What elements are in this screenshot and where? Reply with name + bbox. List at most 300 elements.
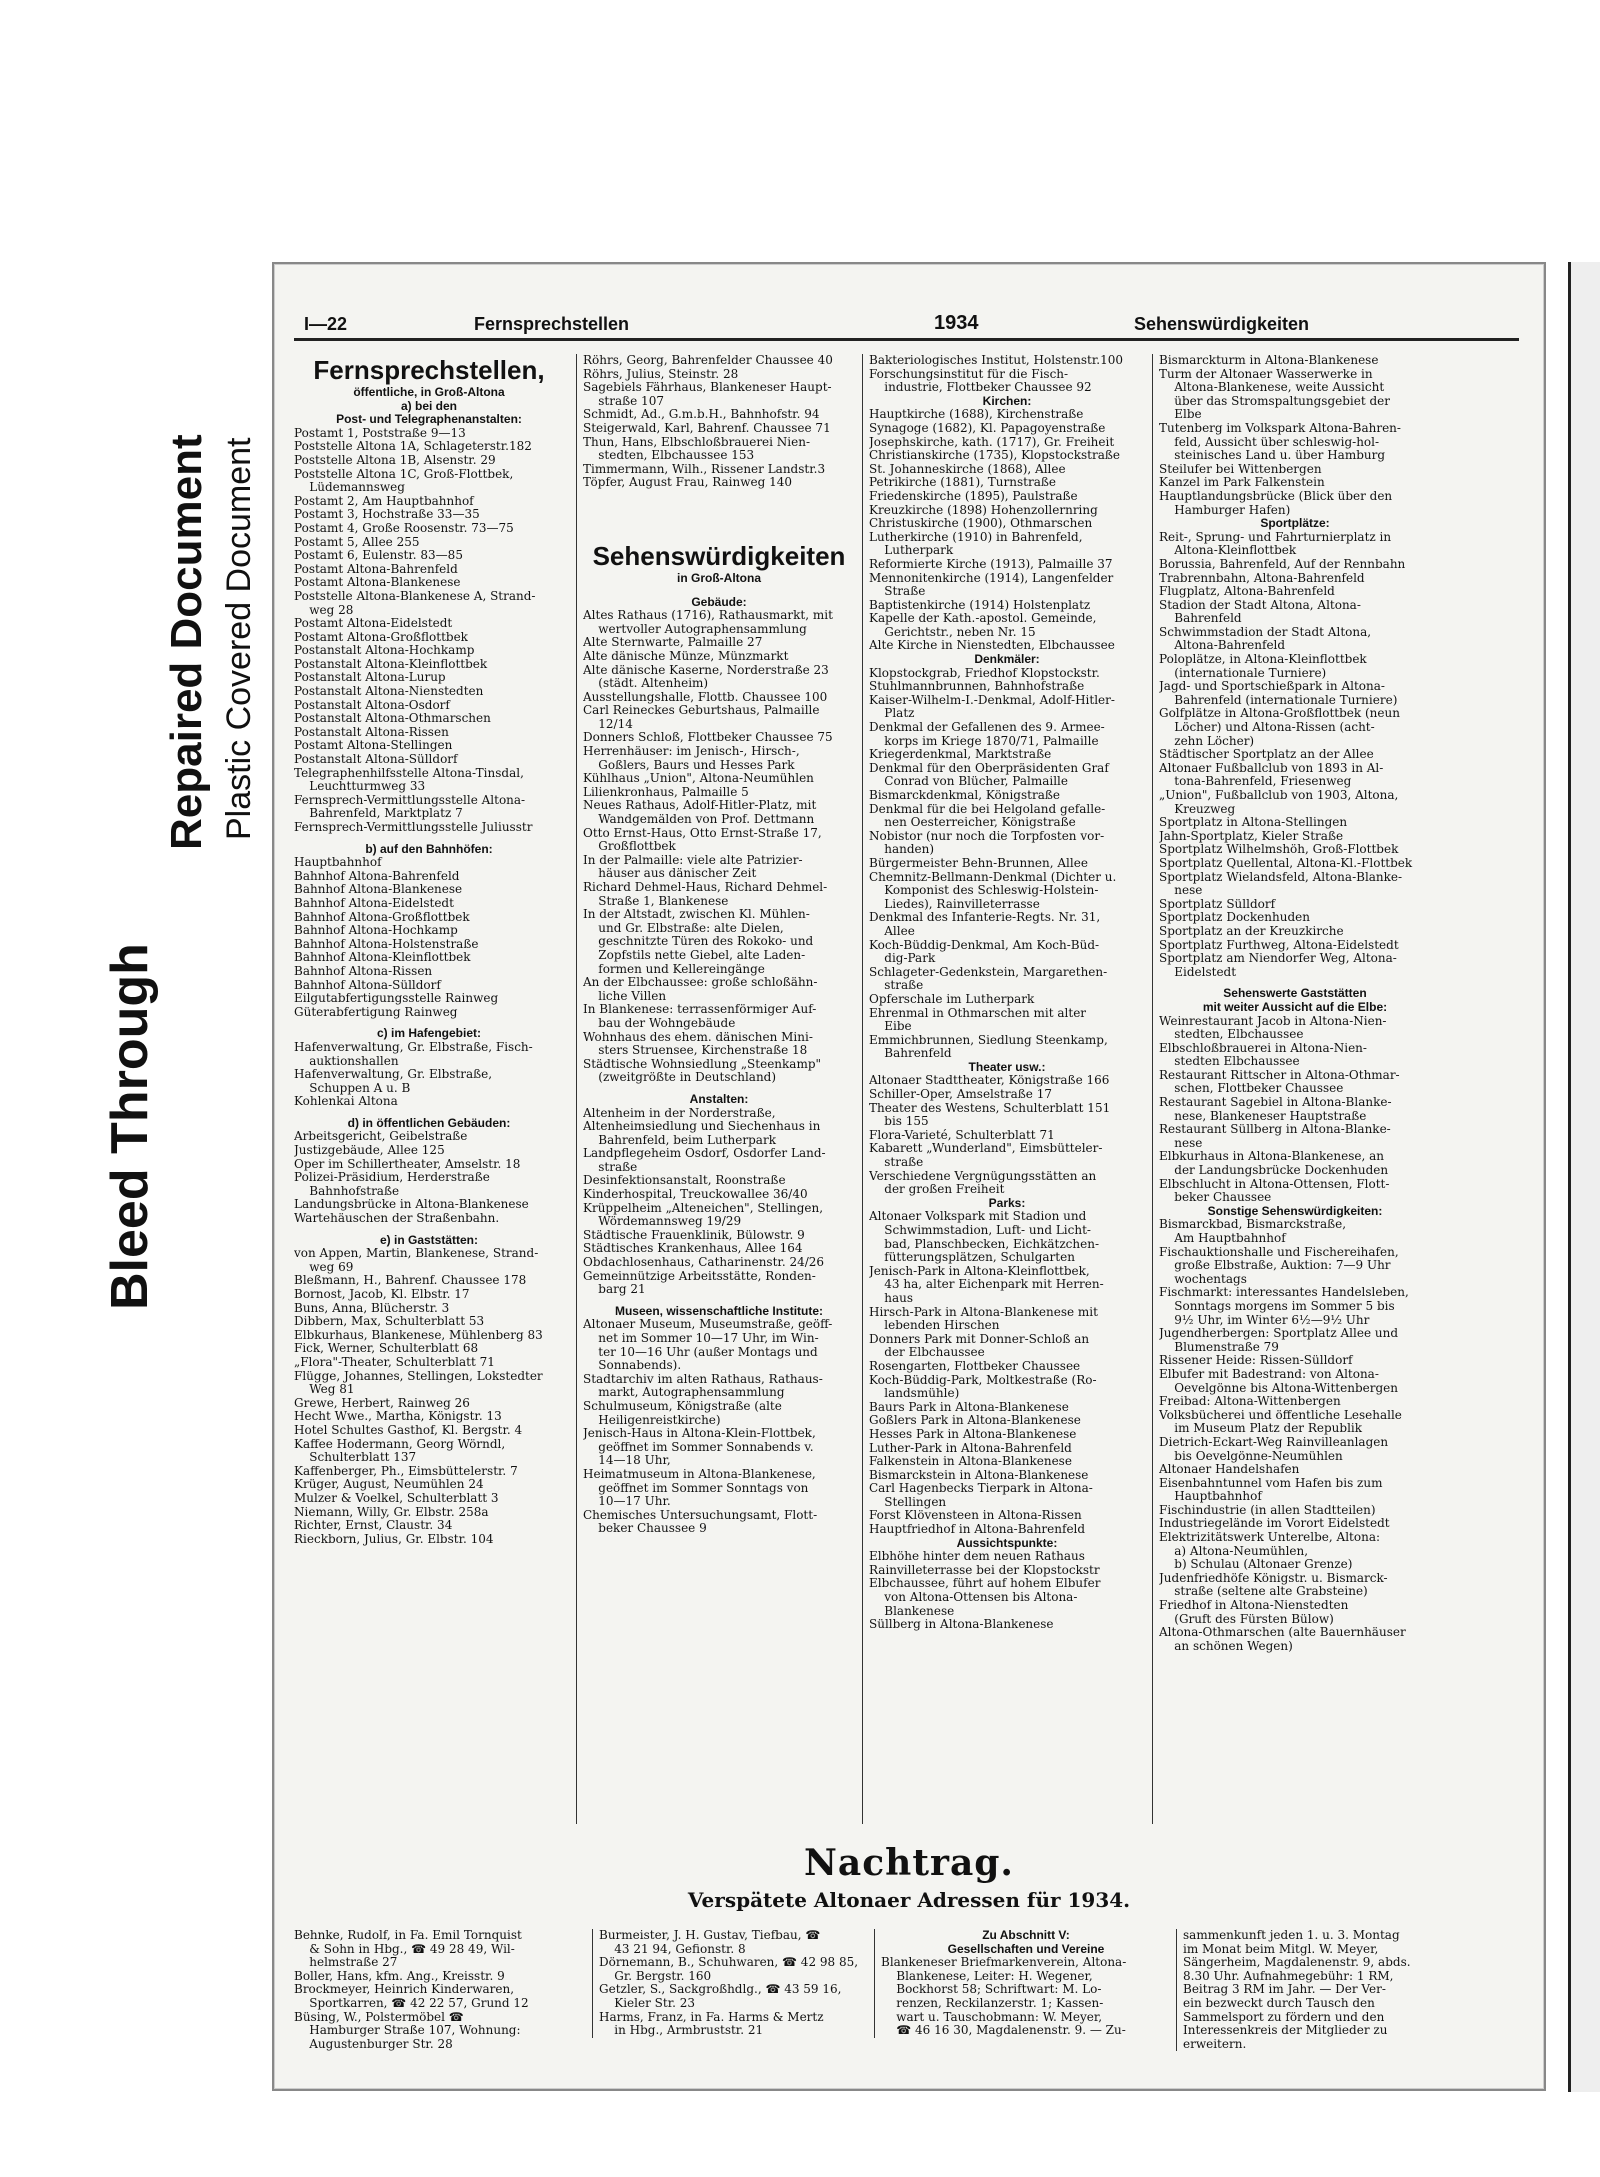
text-line: Sportplatz an der Kreuzkirche [1159, 924, 1344, 938]
text-line: sammenkunft jeden 1. u. 3. Montag [1183, 1929, 1400, 1942]
text-line: Kriegerdenkmal, Marktstraße [869, 748, 1052, 762]
text-line: Hauptbahnhof [294, 856, 382, 870]
text-line: Denkmal für den Oberpräsidenten Graf [869, 761, 1109, 775]
text-line: Blankenese, Leiter: H. Wegener, [881, 1969, 1093, 1983]
text-line: Herrenhäuser: im Jenisch-, Hirsch-, [583, 745, 800, 759]
text-line: an schönen Wegen) [1159, 1639, 1293, 1653]
text-line: Elbkurhaus in Altona-Blankenese, an [1159, 1150, 1384, 1164]
text-line: Bahnhof Altona-Holstenstraße [294, 937, 479, 951]
text-line: Harms, Franz, in Fa. Harms & Mertz [599, 2010, 824, 2024]
text-line: Altonaer Stadttheater, Königstraße 166 [869, 1074, 1110, 1088]
text-line: Bahnhof Altona-Bahrenfeld [294, 869, 460, 883]
text-line: Kaffee Hodermann, Georg Wörndl, [294, 1437, 506, 1451]
text-line: Hauptfriedhof in Altona-Bahrenfeld [869, 1523, 1086, 1537]
text-line: Alte dänische Münze, Münzmarkt [583, 649, 789, 663]
text-line: nen Oesterreicher, Königstraße [869, 816, 1076, 830]
col2-top-lines [583, 354, 855, 490]
text-line: Röhrs, Georg, Bahrenfelder Chaussee 40 [583, 354, 833, 367]
text-line: Kirchen: [982, 394, 1032, 408]
text-line: Kinderhospital, Treuckowallee 36/40 [583, 1188, 808, 1202]
text-line: Schulmuseum, Königstraße (alte [583, 1399, 782, 1413]
text-line: Bürgermeister Behn-Brunnen, Allee [869, 856, 1088, 870]
text-line: Kieler Str. 23 [599, 1996, 696, 2010]
text-line: 9½ Uhr, im Winter 6½—9½ Uhr [1159, 1313, 1370, 1327]
column-3 [862, 354, 1145, 1824]
text-line: Elbschlucht in Altona-Ottensen, Flott- [1159, 1177, 1390, 1191]
text-line: Büsing, W., Polstermöbel ☎ [294, 2010, 464, 2024]
text-line: Töpfer, August Frau, Rainweg 140 [583, 476, 793, 490]
nachtrag-column-1 [294, 1929, 584, 2051]
text-line: net im Sommer 10—17 Uhr, im Win- [583, 1332, 819, 1345]
text-line: Kabarett „Wunderland", Eimsbütteler- [869, 1142, 1103, 1156]
text-line: Alte Sternwarte, Palmaille 27 [583, 636, 763, 650]
document-page [272, 262, 1546, 2091]
text-line: Sportplatz Dockenhuden [1159, 911, 1310, 925]
text-line: Kaiser-Wilhelm-I.-Denkmal, Adolf-Hitler- [869, 693, 1115, 707]
text-line [294, 1226, 564, 1234]
text-line: Verschiedene Vergnügungsstätten an [869, 1169, 1097, 1183]
text-line: wart u. Tauschobmann: W. Meyer, [881, 2010, 1103, 2024]
text-line: Zopfstils nette Giebel, alte Laden- [583, 948, 806, 962]
text-line: Altona-Othmarschen (alte Bauernhäuser [1159, 1626, 1406, 1640]
text-line: korps im Kriege 1870/71, Palmaille [869, 734, 1099, 748]
text-line: Aussichtspunkte: [956, 1536, 1058, 1550]
text-line: Desinfektionsanstalt, Roonstraße [583, 1174, 786, 1188]
text-line: Wartehäuschen der Straßenbahn. [294, 1212, 500, 1226]
text-line: Postanstalt Altona-Rissen [294, 725, 449, 739]
column-2 [576, 354, 855, 1824]
nachtrag-section [274, 1842, 1544, 1912]
text-line: Baptistenkirche (1914) Holstenplatz [869, 598, 1091, 612]
text-line: St. Johanneskirche (1868), Allee [869, 462, 1066, 476]
text-line: (internationale Turniere) [1159, 666, 1327, 680]
text-line: Bornost, Jacob, Kl. Elbstr. 17 [294, 1288, 470, 1301]
text-line: Justizgebäude, Allee 125 [294, 1144, 445, 1158]
bleed-through-label: Bleed Through [101, 943, 159, 1310]
text-line: Röhrs, Julius, Steinstr. 28 [583, 367, 739, 381]
text-line: Fischindustrie (in allen Stadtteilen) [1159, 1503, 1376, 1517]
text-line: Reit-, Sprung- und Fahrturnierplatz in [1159, 530, 1392, 544]
text-line: Postamt 6, Eulenstr. 83—85 [294, 549, 463, 563]
text-line: Eibe [869, 1020, 912, 1034]
text-line: im Museum Platz der Republik [1159, 1422, 1363, 1436]
text-line: Sportplatz Quellental, Altona-Kl.-Flottbek [1159, 856, 1413, 870]
text-line: Poloplätze, in Altona-Kleinflottbek [1159, 653, 1367, 667]
text-line: Sportplatz Wielandsfeld, Altona-Blanke- [1159, 870, 1403, 884]
text-line: in Hbg., Armbruststr. 21 [599, 2024, 764, 2038]
text-line: Elbe [1159, 408, 1202, 422]
text-line: straße (seltene alte Grabsteine) [1159, 1585, 1368, 1599]
text-line: Christuskirche (1900), Othmarschen [869, 517, 1093, 531]
text-line: Boller, Hans, kfm. Ang., Kreisstr. 9 [294, 1969, 505, 1983]
text-line: Altonaer Museum, Museumstraße, geöff- [583, 1318, 833, 1332]
text-line: Lilienkronhaus, Palmaille 5 [583, 785, 749, 799]
text-line: Borussia, Bahrenfeld, Auf der Rennbahn [1159, 557, 1406, 571]
text-line: Timmermann, Wilh., Rissener Landstr.3 [583, 462, 826, 476]
text-line: Tutenberg im Volkspark Altona-Bahren- [1159, 421, 1401, 435]
text-line: Hecht Wwe., Martha, Königstr. 13 [294, 1410, 502, 1424]
text-line: Parks: [988, 1196, 1026, 1210]
text-line: Bockhorst 58; Schriftwart: M. Lo- [881, 1983, 1102, 1997]
text-line: Städtische Wohnsiedlung „Steenkamp" [583, 1057, 822, 1071]
column-4 [1152, 354, 1431, 1824]
text-line: geöffnet im Sommer Sonntags von [583, 1481, 809, 1495]
text-line: Hafenverwaltung, Gr. Elbstraße, Fisch- [294, 1040, 533, 1054]
text-line: große Elbstraße, Auktion: 7—9 Uhr [1159, 1259, 1391, 1273]
text-line: Hafenverwaltung, Gr. Elbstraße, [294, 1068, 493, 1082]
text-line: Turm der Altonaer Wasserwerke in [1159, 367, 1373, 381]
text-line: Sagebiels Fährhaus, Blankeneser Haupt- [583, 381, 832, 395]
text-line: Mennonitenkirche (1914), Langenfelder [869, 571, 1114, 585]
text-line: Poststelle Altona-Blankenese A, Strand- [294, 589, 536, 603]
text-line: Postamt 1, Poststraße 9—13 [294, 426, 466, 440]
text-line: bau der Wohngebäude [583, 1016, 736, 1030]
text-line: ter 10—16 Uhr (außer Montags und [583, 1345, 818, 1359]
text-line: Elbschloßbrauerei in Altona-Nien- [1159, 1041, 1367, 1055]
text-line: handen) [869, 843, 935, 857]
text-line: Hirsch-Park in Altona-Blankenese mit [869, 1305, 1098, 1319]
text-line [294, 1019, 564, 1027]
text-line: Hauptkirche (1688), Kirchenstraße [869, 408, 1084, 422]
text-line: Fischauktionshalle und Fischereihafen, [1159, 1245, 1399, 1259]
text-line: (städt. Altenheim) [583, 677, 709, 691]
text-line: Forschungsinstitut für die Fisch- [869, 367, 1069, 381]
text-line: Flora-Varieté, Schulterblatt 71 [869, 1128, 1055, 1142]
text-line: Altonaer Fußballclub von 1893 in Al- [1159, 761, 1384, 775]
text-line: Nobistor (nur noch die Torpfosten vor- [869, 829, 1105, 843]
text-line: Grewe, Herbert, Rainweg 26 [294, 1396, 470, 1410]
text-line: Bahrenfeld (internationale Turniere) [1159, 693, 1398, 707]
text-line: Post- und Telegraphenanstalten: [336, 413, 522, 427]
text-line: Schiller-Oper, Amselstraße 17 [869, 1088, 1052, 1102]
text-line: Klopstockgrab, Friedhof Klopstockstr. [869, 666, 1100, 680]
text-line: wertvoller Autographensammlung [583, 622, 807, 636]
text-line: Fernsprech-Vermittlungsstelle Juliusstr [294, 821, 533, 834]
text-line: und Gr. Elbstraße: alte Dielen, [583, 921, 784, 935]
text-line: ein bezweckt durch Tausch den [1183, 1996, 1375, 2010]
text-line: Sportkarren, ☎ 42 22 57, Grund 12 [294, 1996, 529, 2010]
text-line: Industriegelände im Vorort Eidelstedt [1159, 1517, 1390, 1531]
text-line: Theater usw.: [968, 1060, 1046, 1074]
text-line: Rissener Heide: Rissen-Sülldorf [1159, 1354, 1353, 1368]
text-line: von Altona-Ottensen bis Altona- [869, 1591, 1078, 1605]
text-line: Sehenswerte Gaststätten [1223, 987, 1367, 1001]
text-line: Judenfriedhöfe Königstr. u. Bismarck- [1159, 1571, 1388, 1585]
text-line: Zu Abschnitt V: [982, 1929, 1070, 1942]
text-line: Postamt Altona-Eidelstedt [294, 617, 453, 631]
text-line: Bahrenfeld, beim Lutherpark [583, 1133, 776, 1147]
text-line: Petrikirche (1881), Turnstraße [869, 476, 1056, 490]
text-line: Restaurant Rittscher in Altona-Othmar- [1159, 1068, 1400, 1082]
text-line: Ausstellungshalle, Flottb. Chaussee 100 [583, 690, 828, 704]
text-line: Bahnhofstraße [294, 1184, 400, 1198]
nachtrag-column-3 [874, 1929, 1171, 2038]
text-line: Altenheimsiedlung und Siechenhaus in [583, 1120, 821, 1134]
text-line: Stellingen [869, 1495, 947, 1509]
text-line: straße [869, 1156, 924, 1170]
text-line: Postamt 2, Am Hauptbahnhof [294, 494, 474, 508]
text-line: stedten Elbchaussee [1159, 1055, 1300, 1069]
text-line: In der Altstadt, zwischen Kl. Mühlen- [583, 908, 810, 922]
text-line: Reformierte Kirche (1913), Palmaille 37 [869, 557, 1113, 571]
column-1 [294, 354, 564, 1824]
text-line: Theater des Westens, Schulterblatt 151 [869, 1101, 1111, 1115]
text-line: Bahnhof Altona-Rissen [294, 964, 433, 978]
text-line: Rosengarten, Flottbeker Chaussee [869, 1359, 1081, 1373]
text-line: Bakteriologisches Institut, Holstenstr.100 [869, 354, 1123, 367]
text-line: Flugplatz, Altona-Bahrenfeld [1159, 585, 1335, 599]
text-line: haus [869, 1291, 914, 1305]
text-line: Städtisches Krankenhaus, Allee 164 [583, 1242, 803, 1256]
text-line: Heimatmuseum in Altona-Blankenese, [583, 1467, 816, 1481]
adjacent-page-edge [1568, 262, 1600, 2092]
text-line: Städtischer Sportplatz an der Allee [1159, 748, 1374, 762]
text-line: Museen, wissenschaftliche Institute: [614, 1304, 824, 1318]
text-line: Sportplatz in Altona-Stellingen [1159, 816, 1348, 830]
text-line: Gesellschaften und Vereine [947, 1942, 1105, 1956]
text-line: Chemisches Untersuchungsamt, Flott- [583, 1508, 818, 1522]
text-line: Jenisch-Haus in Altona-Klein-Flottbek, [583, 1427, 816, 1441]
repaired-document-label: Repaired Document [162, 434, 211, 850]
text-line: im Monat beim Mitgl. W. Meyer, [1183, 1942, 1379, 1956]
text-line: Golfplätze in Altona-Großflottbek (neun [1159, 707, 1400, 721]
text-line: Oevelgönne bis Altona-Wittenbergen [1159, 1381, 1398, 1395]
text-line: bis Oevelgönne-Neumühlen [1159, 1449, 1343, 1463]
text-line: Restaurant Sagebiel in Altona-Blanke- [1159, 1096, 1392, 1110]
text-line: Elbchaussee, führt auf hohem Elbufer [869, 1577, 1101, 1591]
text-line: Sportplatz Wilhelmshöh, Groß-Flottbek [1159, 843, 1399, 857]
text-line: a) bei den [400, 399, 457, 413]
text-line: stedten, Elbchaussee 153 [583, 449, 755, 463]
text-line: nese, Blankeneser Hauptstraße [1159, 1109, 1367, 1123]
text-line: auktionshallen [294, 1054, 399, 1068]
text-line: Forst Klövensteen in Altona-Rissen [869, 1509, 1082, 1523]
text-line: Jenisch-Park in Altona-Kleinflottbek, [869, 1264, 1090, 1278]
text-line: Rieckborn, Julius, Gr. Elbstr. 104 [294, 1532, 494, 1546]
text-line: Niemann, Willy, Gr. Elbstr. 258a [294, 1505, 489, 1519]
text-line: Augustenburger Str. 28 [294, 2037, 453, 2051]
text-line: Steilufer bei Wittenbergen [1159, 462, 1322, 476]
text-line: Gr. Bergstr. 160 [599, 1969, 712, 1983]
text-line: Weg 81 [294, 1383, 355, 1397]
text-line: Poststelle Altona 1B, Alsenstr. 29 [294, 453, 496, 467]
text-line: Lutherpark [869, 544, 954, 558]
text-line: Goßlers, Baurs und Hesses Park [583, 758, 795, 772]
text-line: helmstraße 27 [294, 1956, 398, 1970]
text-line: Schwimmstadion der Stadt Altona, [1159, 625, 1372, 639]
text-line: Postamt Altona-Stellingen [294, 739, 453, 753]
text-line: markt, Autographensammlung [583, 1386, 785, 1400]
text-line: nese [1159, 1136, 1203, 1150]
text-line: d) in öffentlichen Gebäuden: [347, 1116, 511, 1130]
text-line: Blankeneser Briefmarkenverein, Altona- [881, 1956, 1127, 1970]
text-line: Sängerheim, Magdalenenstr. 9, abds. [1183, 1956, 1411, 1970]
text-line: barg 21 [583, 1283, 646, 1297]
text-line: Elbkurhaus, Blankenese, Mühlenberg 83 [294, 1328, 543, 1342]
text-line: Friedenskirche (1895), Paulstraße [869, 489, 1078, 503]
text-line: Straße [869, 585, 926, 599]
text-line: Bleßmann, H., Bahrenf. Chaussee 178 [294, 1274, 527, 1288]
text-line: geschnitzte Türen des Rokoko- und [583, 935, 814, 949]
text-line: Süllberg in Altona-Blankenese [869, 1618, 1054, 1632]
text-line: Bahnhof Altona-Hochkamp [294, 924, 458, 938]
page-year: 1934 [934, 312, 979, 334]
text-line: Eisenbahntunnel vom Hafen bis zum [1159, 1476, 1383, 1490]
text-line: Sonstige Sehenswürdigkeiten: [1207, 1204, 1383, 1218]
text-line: straße [869, 979, 924, 993]
text-line: Altenheim in der Norderstraße, [583, 1106, 776, 1120]
text-line: Komponist des Schleswig-Holstein- [869, 884, 1099, 898]
text-line: der Elbchaussee [869, 1346, 985, 1360]
text-line: Synagoge (1682), Kl. Papagoyenstraße [869, 421, 1106, 435]
text-line: Goßlers Park in Altona-Blankenese [869, 1414, 1081, 1428]
text-line: Fischmarkt: interessantes Handelsleben, [1159, 1286, 1409, 1300]
col2-lines [583, 596, 855, 1536]
text-line: Polizei-Präsidium, Herderstraße [294, 1171, 490, 1185]
text-line: Stuhlmannbrunnen, Bahnhofstraße [869, 680, 1085, 694]
text-line: Interessenkreis der Mitglieder zu [1183, 2024, 1388, 2038]
text-line [294, 1109, 564, 1117]
text-line: stedten, Elbchaussee [1159, 1028, 1304, 1042]
text-line: Richard Dehmel-Haus, Richard Dehmel- [583, 881, 828, 894]
text-line: Jugendherbergen: Sportplatz Allee und [1159, 1327, 1399, 1341]
text-line: Allee [869, 924, 915, 938]
side-labels [100, 370, 290, 1320]
text-line: Schwimmstadion, Luft- und Licht- [869, 1224, 1091, 1237]
text-line: Kanzel im Park Falkenstein [1159, 476, 1325, 490]
text-line: Richter, Ernst, Claustr. 34 [294, 1519, 453, 1533]
text-line: Baurs Park in Altona-Blankenese [869, 1400, 1069, 1414]
text-line [1159, 979, 1431, 987]
text-line: bis 155 [869, 1115, 929, 1129]
text-line: 43 ha, alter Eichenpark mit Herren- [869, 1278, 1104, 1292]
text-line: Sonnabends). [583, 1359, 682, 1373]
text-line: Ehrenmal in Othmarschen mit alter [869, 1006, 1087, 1020]
text-line: Wohnhaus des ehem. dänischen Mini- [583, 1030, 813, 1044]
text-line: In der Palmaille: viele alte Patrizier- [583, 853, 803, 867]
text-line: Kühlhaus „Union", Altona-Neumühlen [583, 772, 814, 786]
text-line: von Appen, Martin, Blankenese, Strand- [294, 1247, 539, 1261]
text-line: Freibad: Altona-Wittenbergen [1159, 1395, 1341, 1409]
text-line: Postamt 5, Allee 255 [294, 535, 420, 549]
text-line: Hamburger Straße 107, Wohnung: [294, 2024, 521, 2038]
text-line: straße 107 [583, 394, 664, 408]
text-line: Elbufer mit Badestrand: von Altona- [1159, 1367, 1379, 1381]
text-line: Lutherkirche (1910) in Bahrenfeld, [869, 530, 1083, 544]
text-line: Getzler, S., Sackgroßhdlg., ☎ 43 59 16, [599, 1983, 842, 1997]
text-line: An der Elbchaussee: große schloßähn- [583, 976, 818, 990]
text-line: mit weiter Aussicht auf die Elbe: [1202, 1000, 1388, 1014]
text-line: Stadion der Stadt Altona, Altona- [1159, 598, 1361, 612]
text-line: Schuppen A u. B [294, 1081, 411, 1095]
text-line: Behnke, Rudolf, in Fa. Emil Tornquist [294, 1929, 522, 1942]
col4-lines [1159, 354, 1431, 1653]
text-line: Altonaer Volkspark mit Stadion und [869, 1210, 1087, 1224]
text-line: Sportplatz Furthweg, Altona-Eidelstedt [1159, 938, 1399, 952]
text-line: Kreuzweg [1159, 802, 1236, 816]
text-line: Kaffenberger, Ph., Eimsbüttelerstr. 7 [294, 1464, 518, 1478]
text-line: Altona-Kleinflottbek [1159, 544, 1297, 558]
text-line: Sportplatz am Niendorfer Weg, Altona- [1159, 952, 1397, 966]
text-line: Landpflegeheim Osdorf, Osdorfer Land- [583, 1147, 826, 1161]
text-line: Poststelle Altona 1A, Schlageterstr.182 [294, 440, 532, 454]
text-line: Bahrenfeld [1159, 612, 1242, 626]
text-line: b) Schulau (Altonaer Grenze) [1159, 1558, 1353, 1572]
text-line: Landungsbrücke in Altona-Blankenese [294, 1198, 529, 1212]
col1-lines [294, 400, 564, 1547]
text-line: Sammelsport zu fördern und den [1183, 2010, 1385, 2024]
text-line: feld, Aussicht über schleswig-hol- [1159, 435, 1380, 449]
text-line: der Landungsbrücke Dockenhuden [1159, 1164, 1389, 1178]
text-line: Krüppelheim „Alteneichen", Stellingen, [583, 1201, 824, 1215]
text-line: Altes Rathaus (1716), Rathausmarkt, mit [583, 609, 833, 623]
text-line: Gemeinnützige Arbeitsstätte, Ronden- [583, 1269, 816, 1283]
text-line: Postamt Altona-Großflottbek [294, 630, 468, 644]
text-line: Postamt Altona-Bahrenfeld [294, 562, 458, 576]
text-line: Koch-Büddig-Park, Moltkestraße (Ro- [869, 1373, 1097, 1387]
text-line: Postanstalt Altona-Nienstedten [294, 685, 484, 699]
text-line: a) Altona-Neumühlen, [1159, 1544, 1309, 1558]
text-line: Bahnhof Altona-Großflottbek [294, 910, 470, 924]
text-line: Bahnhof Altona-Eidelstedt [294, 896, 454, 910]
text-line: Straße 1, Blankenese [583, 894, 729, 908]
text-line: Fernsprech-Vermittlungsstelle Altona- [294, 793, 526, 807]
text-line: wochentags [1159, 1272, 1247, 1286]
text-line: erweitern. [1183, 2037, 1247, 2051]
text-line: Blankenese [869, 1604, 955, 1618]
text-line: straße [583, 1160, 638, 1174]
text-line [294, 835, 564, 843]
text-line: Hauptlandungsbrücke (Blick über den [1159, 489, 1393, 503]
text-line: Opferschale im Lutherpark [869, 992, 1035, 1006]
text-line: Arbeitsgericht, Geibelstraße [294, 1130, 468, 1144]
text-line: Christianskirche (1735), Klopstockstraße [869, 449, 1120, 463]
text-line: Donners Park mit Donner-Schloß an [869, 1332, 1090, 1346]
text-line: beker Chaussee [1159, 1191, 1272, 1205]
text-line: steinisches Land u. über Hamburg [1159, 449, 1386, 463]
text-line: der großen Freiheit [869, 1183, 1005, 1197]
text-line: Chemnitz-Bellmann-Denkmal (Dichter u. [869, 870, 1117, 884]
text-line: Koch-Büddig-Denkmal, Am Koch-Büd- [869, 938, 1100, 952]
text-line: Postanstalt Altona-Sülldorf [294, 753, 458, 767]
text-line: liche Villen [583, 989, 667, 1003]
plastic-covered-label: Plastic Covered Document [220, 437, 258, 840]
text-line: Telegraphenhilfsstelle Altona-Tinsdal, [294, 766, 524, 780]
text-line: Flügge, Johannes, Stellingen, Lokstedter [294, 1369, 543, 1383]
text-line: Postamt Altona-Blankenese [294, 576, 461, 590]
text-line: Emmichbrunnen, Siedlung Steenkamp, [869, 1033, 1108, 1047]
text-line: Schlageter-Gedenkstein, Margarethen- [869, 965, 1108, 979]
text-line: „Flora"-Theater, Schulterblatt 71 [294, 1355, 495, 1369]
nachtrag-subtitle: Verspätete Altonaer Adressen für 1934. [687, 1888, 1131, 1912]
text-line: Donners Schloß, Flottbeker Chaussee 75 [583, 731, 833, 745]
text-line: Postanstalt Altona-Lurup [294, 671, 446, 685]
text-line: Gebäude: [691, 595, 747, 609]
text-line: Krüger, August, Neumühlen 24 [294, 1478, 484, 1492]
text-line: Wandgemälden von Prof. Dettmann [583, 813, 815, 827]
text-line: Obdachlosenhaus, Catharinenstr. 24/26 [583, 1256, 825, 1270]
nachtrag-column-2 [592, 1929, 869, 2038]
text-line: Sportplätze: [1260, 517, 1330, 531]
text-line: formen und Kellereingänge [583, 962, 765, 976]
text-line: e) in Gaststätten: [379, 1233, 478, 1247]
text-line: 8.30 Uhr. Aufnahmegebühr: 1 RM, [1183, 1969, 1394, 1983]
col2-subtitle: in Groß-Altona [677, 570, 761, 585]
text-line: Bahnhof Altona-Kleinflottbek [294, 951, 471, 965]
text-line: Am Hauptbahnhof [1159, 1232, 1286, 1245]
text-line: „Union", Fußballclub von 1903, Altona, [1159, 789, 1399, 802]
text-line: Schmidt, Ad., G.m.b.H., Bahnhofstr. 94 [583, 408, 820, 422]
